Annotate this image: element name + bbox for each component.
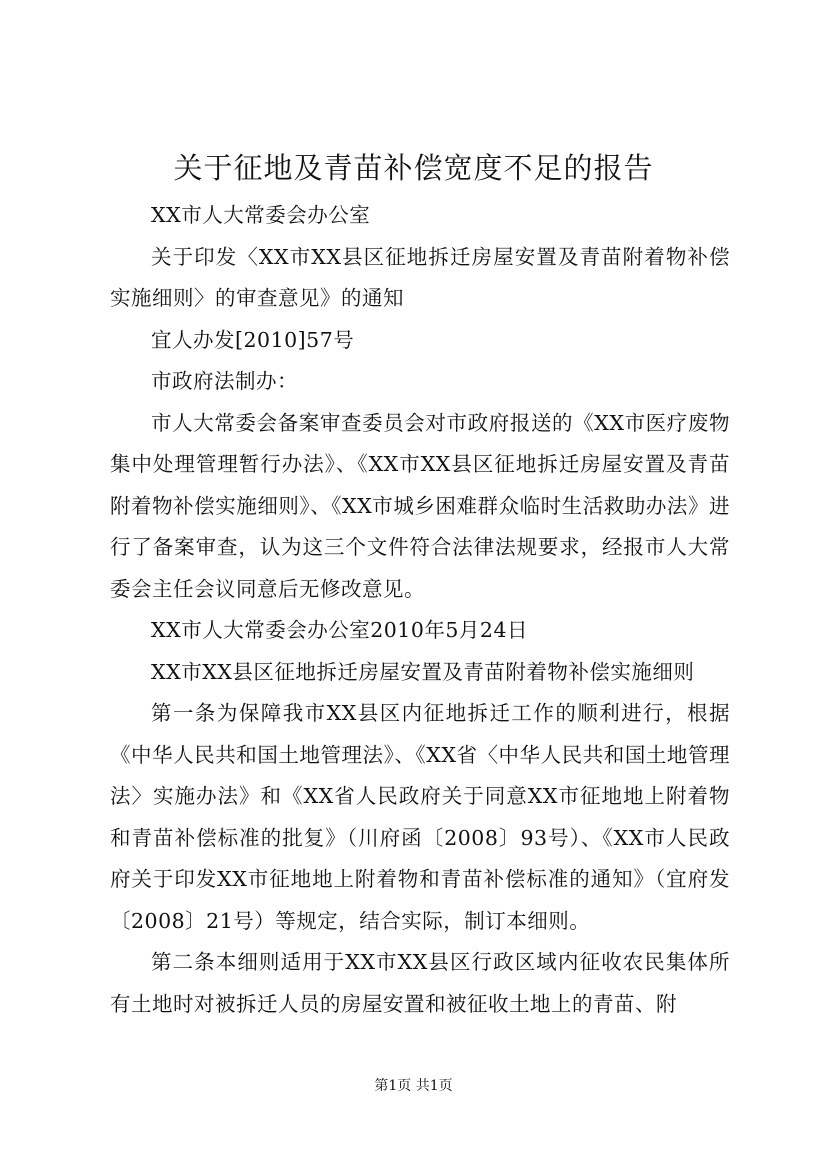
document-title: 关于征地及青苗补偿宽度不足的报告: [173, 151, 654, 185]
paragraph-article-two: 第二条本细则适用于XX市XX县区行政区域内征收农民集体所有土地时对被拆迁人员的房屋安置和被征收土地上的青苗、附: [110, 950, 730, 1016]
paragraph-rules-title: XX市XX县区征地拆迁房屋安置及青苗附着物补偿实施细则: [151, 659, 695, 684]
paragraph-recipient: XX市人大常委会办公室: [151, 203, 371, 227]
document-body: [110, 195, 730, 1025]
page-footer: 第1页 共1页: [374, 1078, 453, 1094]
paragraph-document-number: 宜人办发[2010]57号: [151, 327, 355, 352]
paragraph-article-one: 第一条为保障我市XX县区内征地拆迁工作的顺利进行，根据《中华人民共和国土地管理法》、《XX省〈中华人民共和国土地管理法〉实施办法》和《XX省人民政府关于同意XX市征地地上附着物和青苗补偿标准的批复》（川府函〔2008〕93号）、《XX市人民政府关于印发XX市征地地上附着物和青苗补偿标准的通知》（宜府发〔2008〕21号）等规定，结合实际，制订本细则。: [110, 701, 730, 933]
paragraph-addressee: 市政府法制办：: [151, 369, 298, 393]
paragraph-notice-title: 关于印发〈XX市XX县区征地拆迁房屋安置及青苗附着物补偿实施细则〉的审查意见》的通知: [110, 244, 730, 310]
paragraph-signature-date: XX市人大常委会办公室2010年5月24日: [151, 618, 528, 642]
paragraph-review-content: 市人大常委会备案审查委员会对市政府报送的《XX市医疗废物集中处理管理暂行办法》、《XX市XX县区征地拆迁房屋安置及青苗附着物补偿实施细则》、《XX市城乡困难群众临时生活救助办法》进行了备案审查，认为这三个文件符合法律法规要求，经报市人大常委会主任会议同意后无修改意见。: [110, 410, 730, 601]
